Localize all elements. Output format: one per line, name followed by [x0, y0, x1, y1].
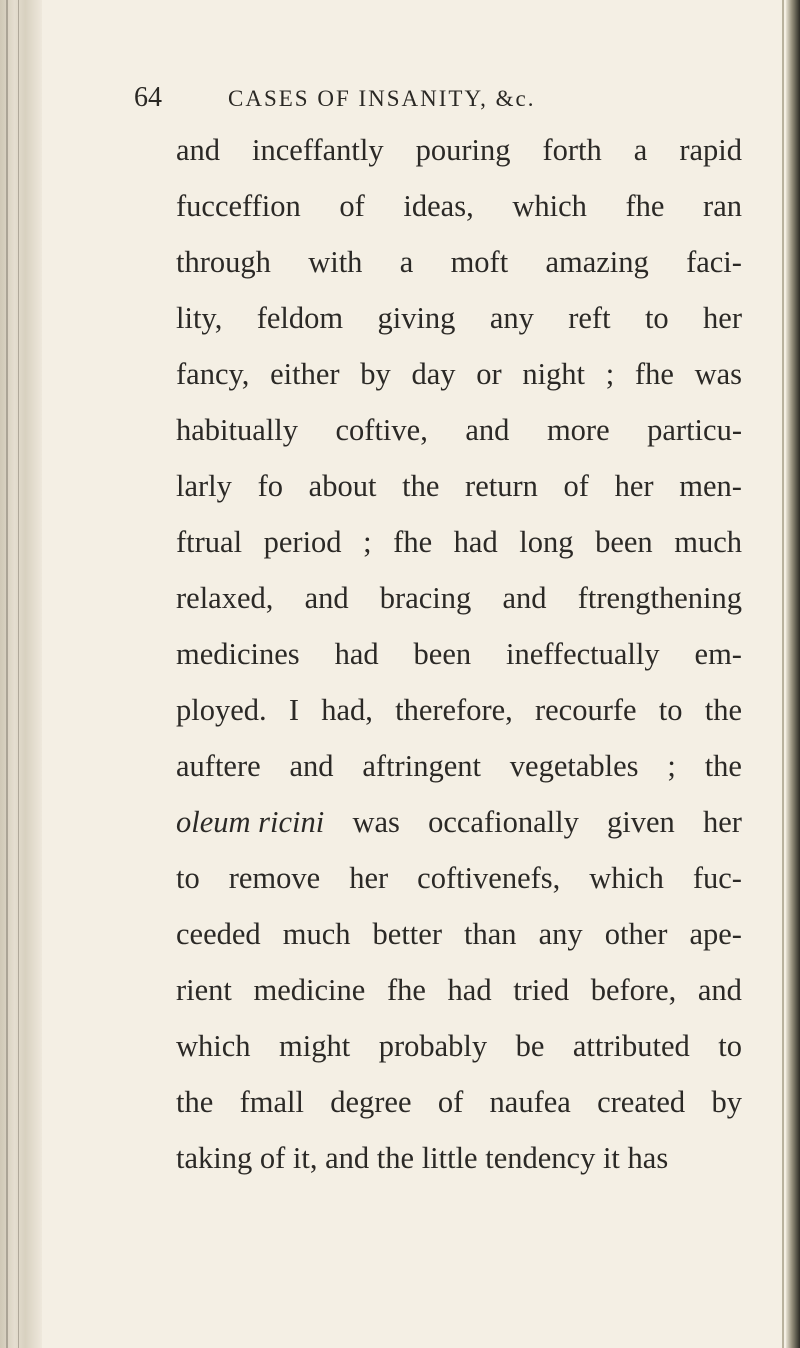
word: had — [447, 973, 492, 1007]
word: and — [465, 413, 510, 447]
text-line — [176, 458, 742, 514]
word: created — [597, 1085, 686, 1119]
word: a — [633, 133, 648, 167]
word: medicine — [253, 973, 366, 1007]
word: the — [704, 693, 742, 727]
word: a — [399, 245, 414, 279]
word: to — [176, 861, 200, 895]
word: rapid — [679, 133, 742, 167]
word: of — [437, 1085, 464, 1119]
word: naufea — [489, 1085, 571, 1119]
word: ployed. — [176, 693, 267, 727]
word: of — [259, 1141, 286, 1175]
word: which — [176, 1029, 251, 1063]
word: tried — [513, 973, 570, 1007]
word: attributed — [572, 1029, 690, 1063]
word: I — [288, 693, 300, 727]
word: any — [489, 301, 534, 335]
text-line — [176, 346, 742, 402]
word: than — [464, 917, 517, 951]
word: em- — [694, 637, 742, 671]
word: and — [289, 749, 334, 783]
text-line — [176, 1018, 742, 1074]
word: return — [465, 469, 538, 503]
word: feldom — [256, 301, 344, 335]
word: ape- — [689, 917, 742, 951]
word: taking — [176, 1141, 253, 1175]
word: period — [263, 525, 342, 559]
word: larly — [176, 469, 232, 503]
word: her — [703, 805, 742, 839]
word: with — [308, 245, 363, 279]
word: remove — [228, 861, 321, 895]
word: fhe — [393, 525, 433, 559]
word: habitually — [176, 413, 298, 447]
word: and — [325, 1141, 370, 1175]
text-line — [176, 122, 742, 178]
word: given — [607, 805, 675, 839]
word: probably — [378, 1029, 488, 1063]
word: and — [176, 133, 221, 167]
word: was — [694, 357, 742, 391]
word: had — [453, 525, 498, 559]
word: was — [352, 805, 400, 839]
word: day — [411, 357, 456, 391]
text-line — [176, 234, 742, 290]
word: coftivenefs, — [417, 861, 561, 895]
running-head: CASES OF INSANITY, &c. — [228, 86, 536, 111]
text-line — [176, 290, 742, 346]
word: fhe — [634, 357, 674, 391]
page-number: 64 — [134, 82, 162, 113]
word: rient — [176, 973, 232, 1007]
text-line — [176, 794, 742, 850]
word: fhe — [625, 189, 665, 223]
word: either — [270, 357, 340, 391]
word: and — [697, 973, 742, 1007]
word: been — [413, 637, 472, 671]
word: ineffectually — [506, 637, 660, 671]
text-line — [176, 178, 742, 234]
word: to — [658, 693, 683, 727]
word: degree — [330, 1085, 412, 1119]
text-line — [176, 850, 742, 906]
word: ; — [363, 525, 372, 559]
word: recourfe — [534, 693, 637, 727]
word: ran — [703, 189, 742, 223]
word: her — [703, 301, 742, 335]
word: or — [476, 357, 502, 391]
word: medicines — [176, 637, 300, 671]
word: auftere — [176, 749, 261, 783]
text-line — [176, 514, 742, 570]
text-line — [176, 962, 742, 1018]
word: moft — [450, 245, 509, 279]
italic-phrase: oleum ricini — [176, 805, 325, 839]
word: of — [563, 469, 589, 503]
word: it — [602, 1141, 620, 1175]
word: night — [522, 357, 586, 391]
word: pouring — [415, 133, 511, 167]
word: forth — [542, 133, 602, 167]
text-line — [176, 738, 742, 794]
word: fucceffion — [176, 189, 301, 223]
word: fuc- — [692, 861, 742, 895]
word: any — [538, 917, 583, 951]
book-binding-gutter — [0, 0, 42, 1348]
word: has — [627, 1141, 669, 1175]
word: it, — [292, 1141, 318, 1175]
word: much — [674, 525, 742, 559]
word: her — [349, 861, 389, 895]
word: vegetables — [509, 749, 639, 783]
word: to — [644, 301, 669, 335]
text-line — [176, 626, 742, 682]
word: inceffantly — [252, 133, 384, 167]
word: therefore, — [395, 693, 513, 727]
word: long — [519, 525, 574, 559]
word: about — [308, 469, 377, 503]
word: little — [421, 1141, 478, 1175]
text-line — [176, 906, 742, 962]
word: amazing — [545, 245, 649, 279]
word: fmall — [239, 1085, 304, 1119]
word: ; — [667, 749, 676, 783]
word: and — [304, 581, 349, 615]
word: occafionally — [428, 805, 579, 839]
word: much — [282, 917, 351, 951]
word: faci- — [686, 245, 742, 279]
word: which — [589, 861, 664, 895]
page-edge-shadow — [786, 0, 800, 1348]
word: relaxed, — [176, 581, 274, 615]
word: ftrengthening — [577, 581, 742, 615]
word: other — [604, 917, 668, 951]
text-line — [176, 682, 742, 738]
word: been — [595, 525, 653, 559]
word: fhe — [386, 973, 426, 1007]
text-line — [176, 1074, 742, 1130]
word: lity, — [176, 301, 223, 335]
word: men- — [679, 469, 742, 503]
word: better — [372, 917, 442, 951]
word: her — [614, 469, 654, 503]
word: the — [376, 1141, 415, 1175]
word: reft — [568, 301, 611, 335]
word: ftrual — [176, 525, 243, 559]
word: had, — [321, 693, 373, 727]
word: the — [176, 1085, 214, 1119]
word: ; — [605, 357, 615, 391]
word: had — [334, 637, 379, 671]
text-line — [176, 402, 742, 458]
word: the — [704, 749, 742, 783]
word: before, — [590, 973, 677, 1007]
word: bracing — [379, 581, 472, 615]
word: through — [176, 245, 271, 279]
word: might — [279, 1029, 351, 1063]
word: to — [718, 1029, 742, 1063]
word: aftringent — [362, 749, 481, 783]
word: which — [512, 189, 587, 223]
word: ideas, — [403, 189, 474, 223]
word: coftive, — [335, 413, 428, 447]
word: tendency — [485, 1141, 596, 1175]
word: by — [360, 357, 391, 391]
word: ceeded — [176, 917, 261, 951]
word: giving — [377, 301, 456, 335]
word: the — [402, 469, 440, 503]
body-text — [176, 122, 742, 1186]
word: of — [339, 189, 365, 223]
text-line — [176, 570, 742, 626]
word: be — [515, 1029, 545, 1063]
word: particu- — [647, 413, 742, 447]
word: more — [546, 413, 610, 447]
word: by — [711, 1085, 742, 1119]
word: fancy, — [176, 357, 250, 391]
word: and — [502, 581, 547, 615]
text-line — [176, 1130, 742, 1186]
word: fo — [257, 469, 283, 503]
